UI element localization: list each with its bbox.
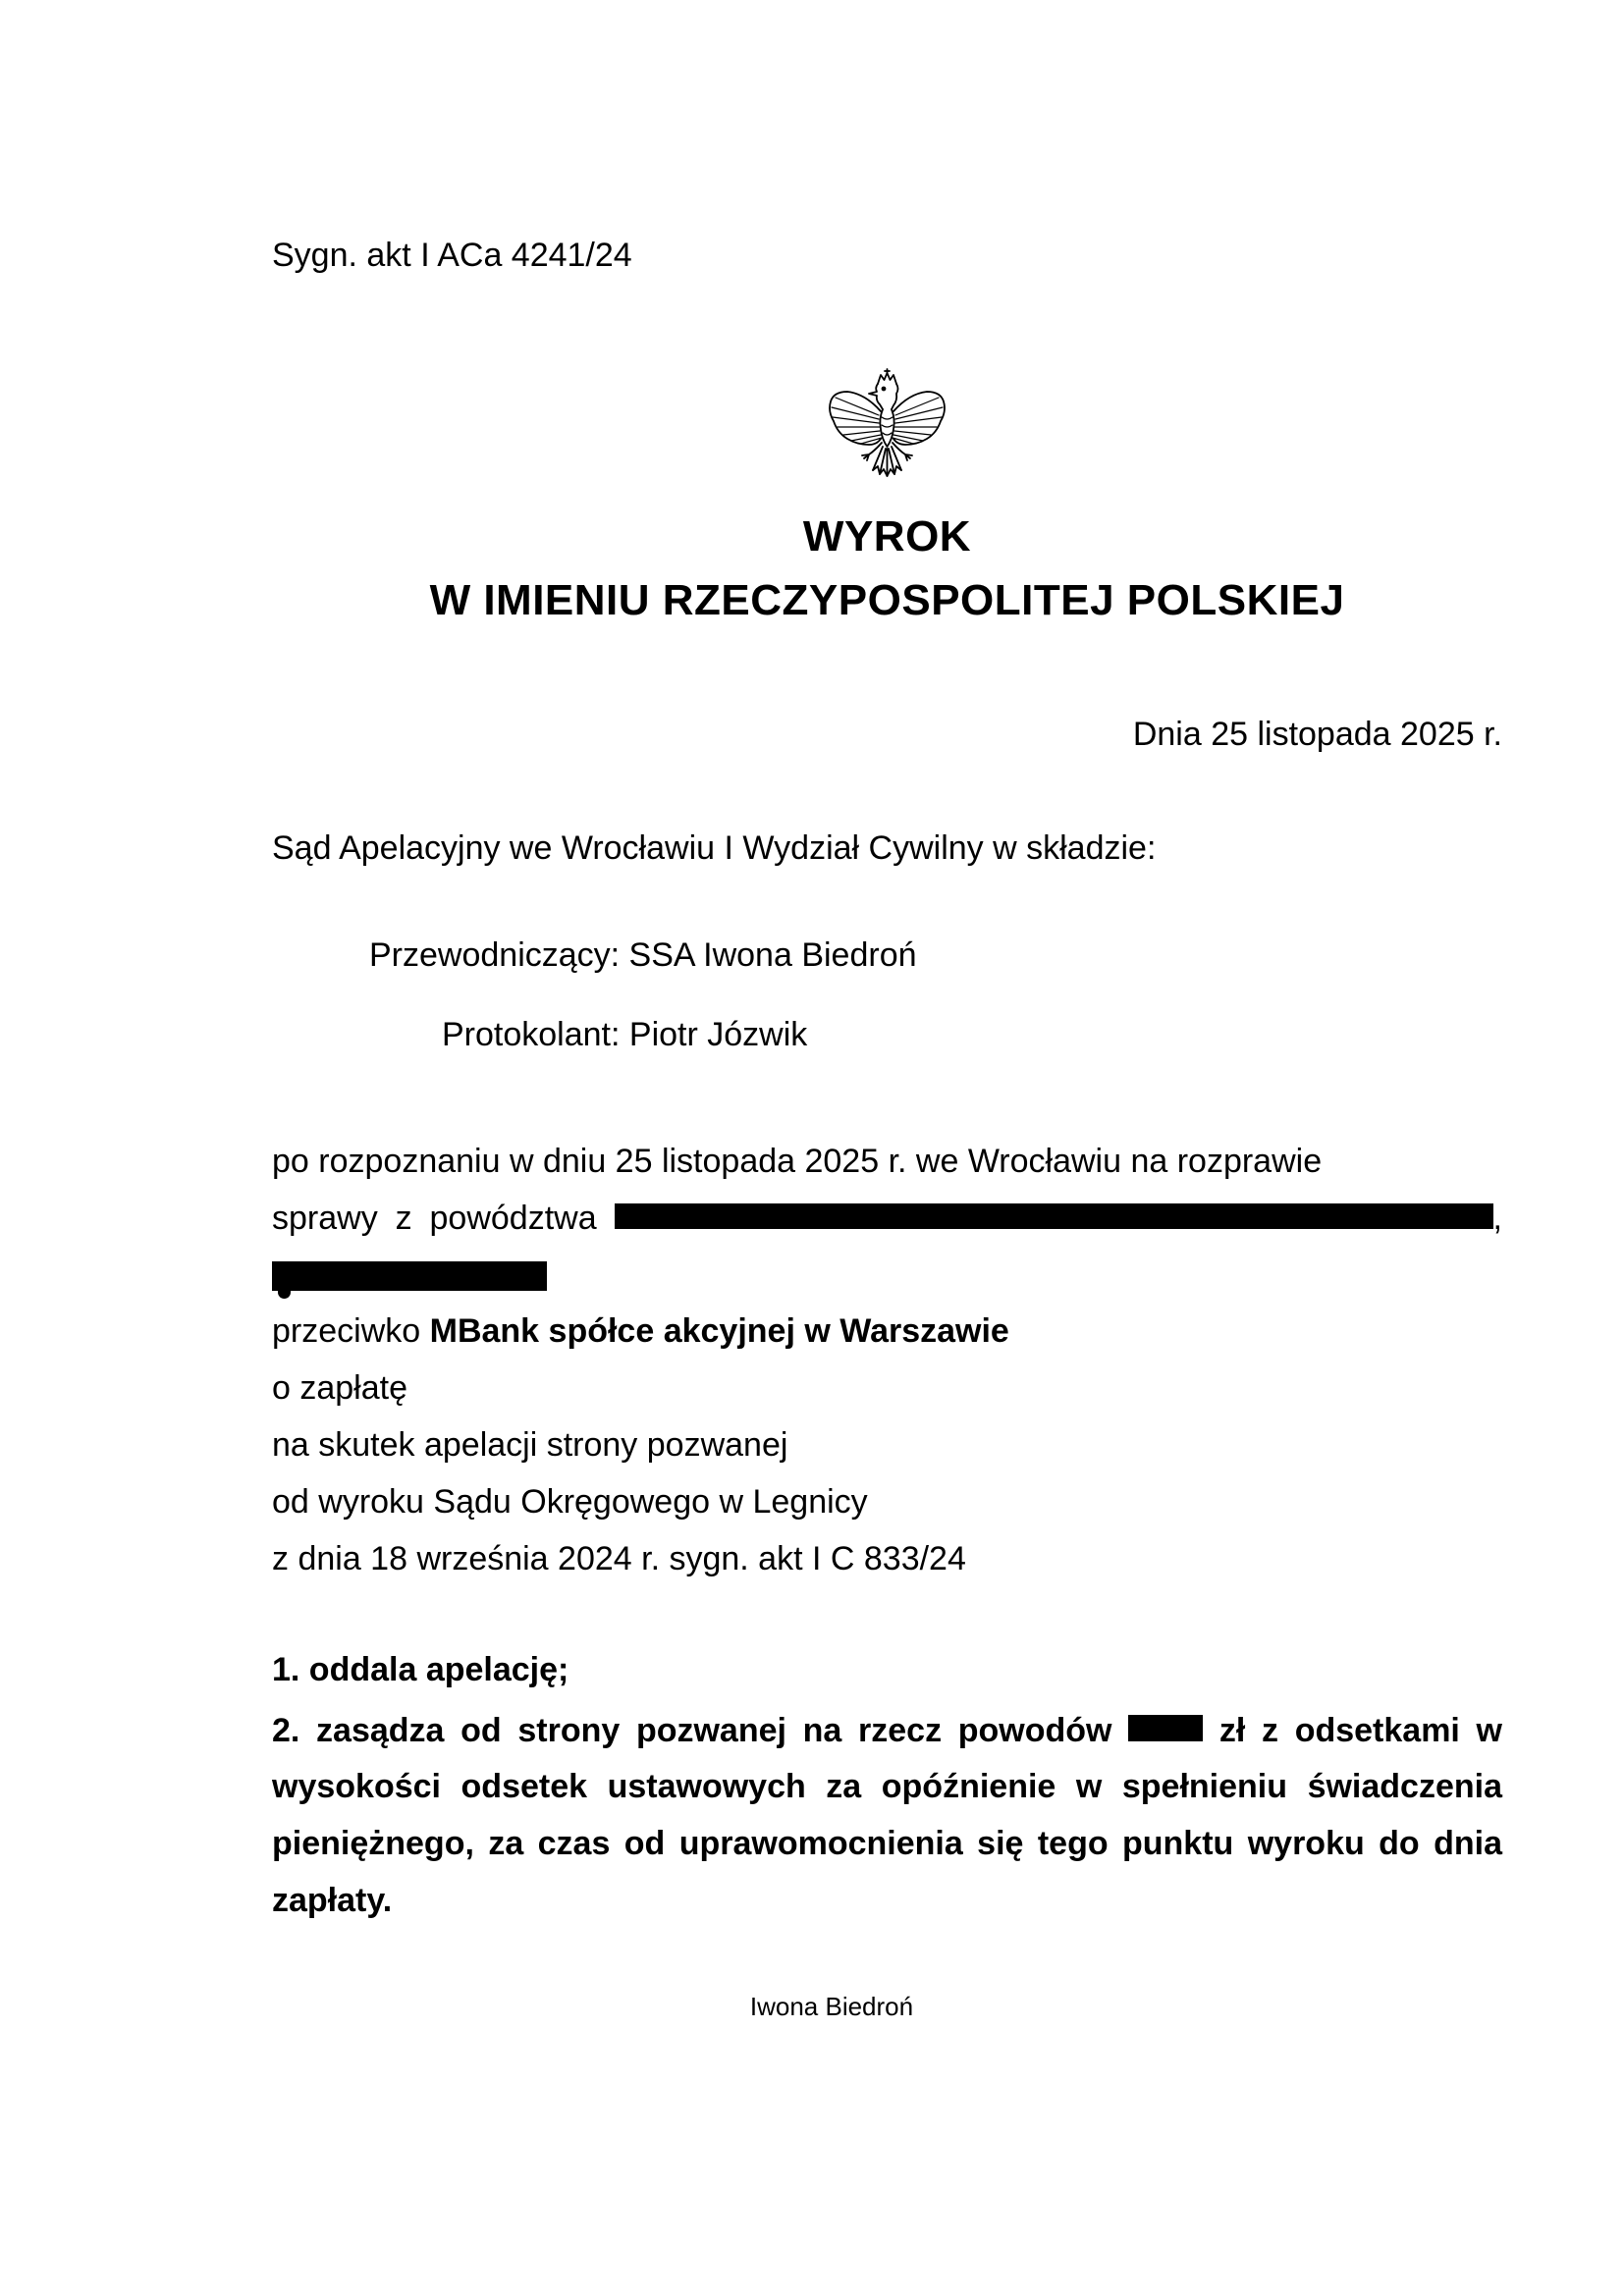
hearing-line: po rozpoznaniu w dniu 25 listopada 2025 r. we Wrocławiu na rozprawie [272,1143,1323,1180]
ruling-point-2-text-before: 2. zasądza od strony pozwanej na rzecz powodów [272,1712,1112,1749]
court-composition-intro: Sąd Apelacyjny we Wrocławiu I Wydział Cywilny w składzie: [272,829,1157,867]
claim-line-suffix: , [1492,1200,1502,1237]
clerk-line: Protokolant: Piotr Józwik [442,1016,808,1053]
judge-signature: Iwona Biedroń [749,1992,914,2021]
subject-line: o zapłatę [272,1369,407,1407]
ruling-point-2-line-2: wysokości odsetek ustawowych za opóźnienie w spełnieniu świadczenia [272,1768,1502,1805]
judgment-title: WYROK [802,512,972,561]
ruling-point-2-line-4: zapłaty. [272,1882,393,1919]
claim-line-prefix: sprawy z powództwa [272,1200,597,1237]
ruling-point-2-line-1 [272,1711,1502,1750]
ruling-point-2-line-3: pieniężnego, za czas od uprawomocnienia się tego punktu wyroku do dnia [272,1825,1502,1862]
appealed-judgment-line: z dnia 18 września 2024 r. sygn. akt I C 833/24 [272,1540,966,1577]
appeal-line: na skutek apelacji strony pozwanej [272,1426,788,1464]
polish-eagle-emblem [826,368,948,503]
ruling-point-2-text-after: zł z odsetkami w [1218,1712,1502,1749]
judgment-subtitle: W IMIENIU RZECZYPOSPOLITEJ POLSKIEJ [429,576,1345,624]
redaction-bar-plaintiffs-2 [272,1261,547,1291]
redaction-bar-amount [1128,1715,1203,1741]
redaction-bar-descender [278,1289,291,1299]
judgment-date: Dnia 25 listopada 2025 r. [1132,716,1502,753]
appealed-court-line: od wyroku Sądu Okręgowego w Legnicy [272,1483,868,1521]
presiding-judge-line: Przewodniczący: SSA Iwona Biedroń [369,936,917,974]
defendant-line [272,1311,1502,1351]
claim-line [272,1199,1502,1238]
redaction-bar-plaintiffs [615,1203,1493,1229]
defendant-name: MBank spółce akcyjnej w Warszawie [429,1312,1009,1350]
ruling-point-1: 1. oddala apelację; [272,1651,569,1688]
case-number: Sygn. akt I ACa 4241/24 [272,237,632,274]
defendant-prefix: przeciwko [272,1312,421,1350]
